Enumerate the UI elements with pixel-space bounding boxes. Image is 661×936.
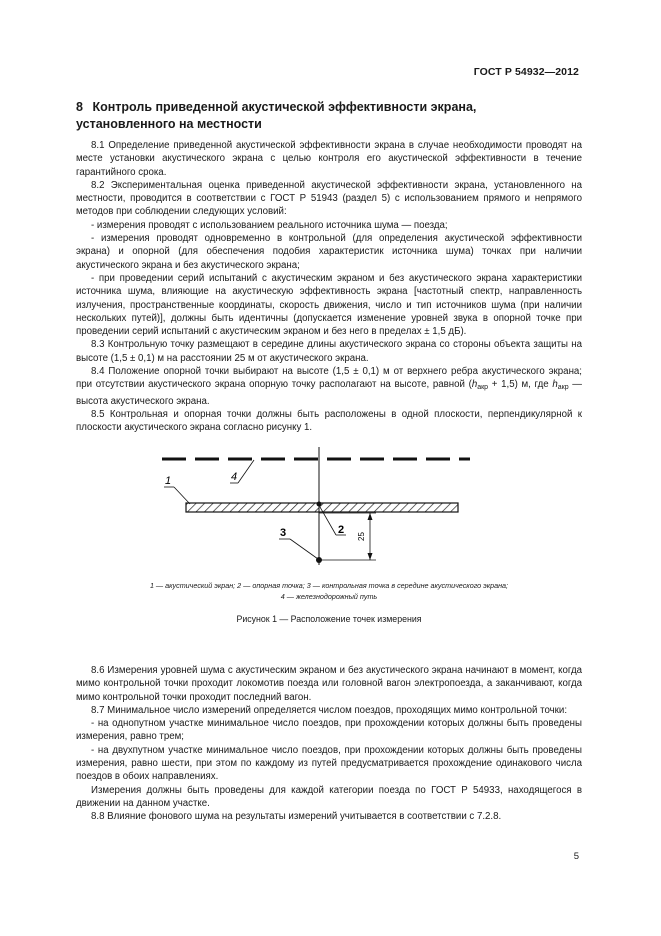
legend-line1: 1 — акустический экран; 2 — опорная точка; 3 — контрольная точка в середине акустического экрана; [149,581,509,590]
leader-4 [238,460,254,483]
paragraph-8-5: 8.5 Контрольная и опорная точки должны быть расположены в одной плоскости, перпендикулярной к плоскости акустического экрана согласно рисунку 1. [76,408,582,434]
legend-line2: 4 — железнодорожный путь [280,592,378,601]
section-title-line2: установленного на местности [76,117,262,131]
figure-legend [76,580,582,602]
list-item: - при проведении серий испытаний с акустическим экраном и без акустического экрана характеристики источника шума, влияющие на акустическую эффективность экрана [частотный спектр, направленность излучения, пространственные координаты, скорость движения, число и тип источников шума (при наличии нескольких путей)], должны быть идентичны (допускается изменение уровней звука в опорной точке при проведении серий испытаний с акустическим экраном и без него в пределах ± 1,5 дБ). [76,272,582,338]
paragraph-8-6: 8.6 Измерения уровней шума с акустическим экраном и без акустического экрана начинают в момент, когда мимо контрольной точки проходит локомотив поезда или головной вагон электропоезда, а заканчивают, когда мимо контрольной точки проходит последний вагон. [76,665,582,703]
paragraph-8-1: 8.1 Определение приведенной акустической эффективности экрана в случае необходимости проводят на месте установки акустического экрана с целью контроля его акустической эффективности в течение гарантийного срока. [76,140,582,178]
reference-point-marker [317,502,322,507]
paragraph-categories: Измерения должны быть проведены для каждой категории поезда по ГОСТ Р 54933, находящегося в движении на данном участке. [76,784,582,809]
figure-measurement-points [150,447,480,575]
figure-caption: Рисунок 1 — Расположение точек измерения [236,614,422,624]
section-number: 8 [76,100,83,114]
label-4: 4 [231,471,238,483]
list-item: - измерения проводят с использованием реального источника шума — поезда; [91,219,448,231]
paragraph-8-4 [76,365,582,408]
p84-text-1: 8.4 Положение опорной точки выбирают на высоте (1,5 ± 0,1) м от верхнего ребра акустического экрана; при отсутствии акустического экрана опорную точку располагают на высоте, равной ( [76,366,582,391]
dimension-arrow-top [368,513,373,520]
h-subscript: акр [557,384,569,392]
p84-text-3: — высота акустического экрана. [76,379,582,407]
section-title-line1: Контроль приведенной акустической эффективности экрана, [92,100,477,114]
label-1: 1 [165,475,172,487]
list-item: - на однопутном участке минимальное число поездов, при прохождении которых должны быть проведены измерения, равно трем; [76,718,582,743]
label-2: 2 [338,524,345,536]
leader-3 [290,539,318,559]
label-3: 3 [280,527,287,539]
p84-text-2: + 1,5) м, где [488,379,553,391]
document-header: ГОСТ Р 54932—2012 [473,66,579,78]
list-item: - измерения проводят одновременно в контрольной (для определения акустической эффективности экрана) и опорной (для обеспечения подобия характеристик источника шума) точках при наличии акустического экрана и без акустического экрана; [76,233,582,271]
dimension-arrow-bottom [368,553,373,560]
page-number: 5 [573,851,579,862]
h-symbol: h [552,379,558,391]
leader-1 [174,487,190,504]
list-item: - на двухпутном участке минимальное число поездов, при прохождении которых должны быть проведены измерения, равно шести, при этом по каждому из путей предусматривается прохождение одинакового числа поездов в обоих направлениях. [76,744,582,783]
h-symbol: h [471,379,478,391]
h-subscript: акр [477,384,489,392]
body-text-bottom [76,664,582,824]
paragraph-8-2: 8.2 Экспериментальная оценка приведенной акустической эффективности экрана, установленного на местности, проводится в соответствии с ГОСТ Р 51943 (раздел 5) с использованием прямого и непрямого методов при соблюдении следующих условий: [76,179,582,218]
paragraph-8-7: 8.7 Минимальное число измерений определяется числом поездов, проходящих мимо контрольной точки: [91,704,568,716]
figure-diagram [150,447,480,575]
paragraph-8-3: 8.3 Контрольную точку размещают в середине длины акустического экрана со стороны объекта защиты на высоте (1,5 ± 0,1) м на расстоянии 25 м от акустического экрана. [76,339,582,364]
dimension-label: 25 [357,532,366,541]
section-heading [76,99,556,133]
paragraph-8-8: 8.8 Влияние фонового шума на результаты измерений учитывается в соответствии с 7.2.8. [91,811,502,823]
body-text-top [76,139,582,435]
